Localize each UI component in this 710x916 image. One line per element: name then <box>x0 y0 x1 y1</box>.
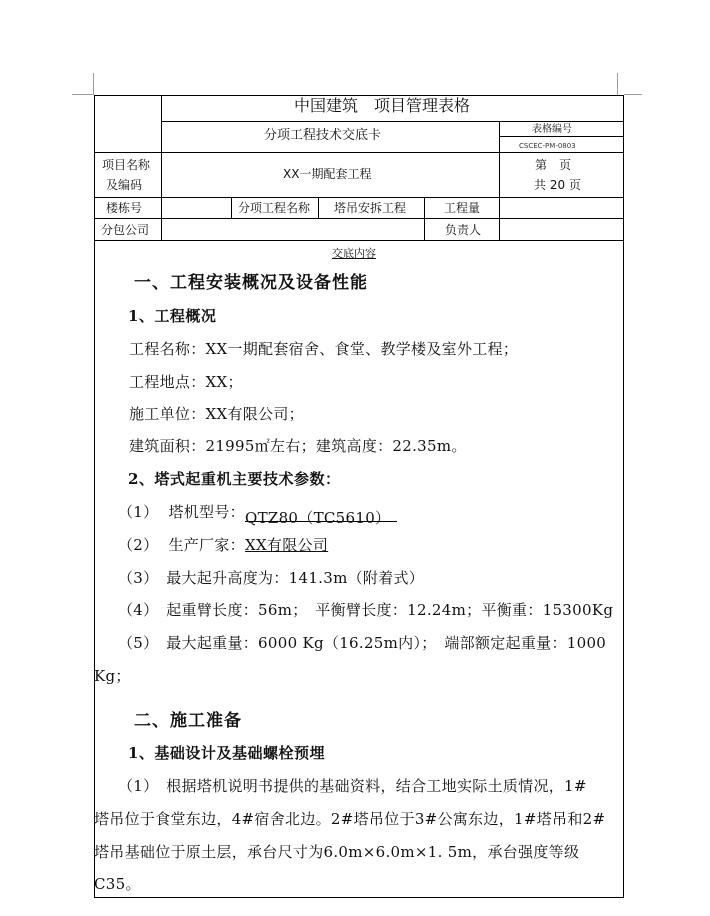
form-number-label: 表格编号 <box>532 124 572 135</box>
param-2 <box>118 534 328 555</box>
crop-mark-left-vertical <box>93 73 94 95</box>
project-name-value: XX一期配套工程 <box>283 167 372 181</box>
body-line: 建筑面积：21995㎡左右；建筑高度：22.35m。 <box>129 437 467 455</box>
page-total: 共 20 页 <box>534 178 581 192</box>
responsible-person-label: 负责人 <box>445 223 482 237</box>
grid-line <box>499 197 500 240</box>
subcontractor-label: 分包公司 <box>101 223 150 237</box>
body-line: 塔吊位于食堂东边，4#宿舍北边。2#塔吊位于3#公寓东边，1#塔吊和2# <box>94 810 606 828</box>
subitem-name-label: 分项工程名称 <box>238 201 311 215</box>
grid-line <box>94 240 624 241</box>
grid-line <box>231 197 232 218</box>
grid-line <box>161 121 624 122</box>
subitem-name-value: 塔吊安拆工程 <box>334 201 407 215</box>
subsection-heading-1: 1、工程概况 <box>128 307 217 325</box>
param-label: 塔机型号： <box>168 503 245 521</box>
param-value: XX有限公司 <box>244 536 329 554</box>
section-heading-2: 二、施工准备 <box>134 711 242 731</box>
body-line: 塔吊基础位于原土层，承台尺寸为6.0m×6.0m×1. 5m，承台强度等级 <box>94 843 580 861</box>
grid-line <box>94 197 624 198</box>
section-heading-1: 一、工程安装概况及设备性能 <box>134 273 368 293</box>
page-number-label: 第 页 <box>535 158 572 172</box>
project-name-label: 项目名称 <box>102 158 151 172</box>
content-label: 交底内容 <box>332 247 376 260</box>
param-4: （4） 起重臂长度：56m； 平衡臂长度：12.24m；平衡重：15300Kg <box>118 601 614 619</box>
grid-line <box>318 197 319 218</box>
body-line: 工程名称：XX一期配套宿舍、食堂、教学楼及室外工程； <box>129 340 519 358</box>
body-line: 工程地点：XX； <box>129 373 243 391</box>
param-number: （2） <box>118 536 159 554</box>
body-line: C35。 <box>94 875 141 893</box>
grid-line <box>94 218 624 219</box>
form-number-value: CSCEC-PM-0803 <box>519 142 576 150</box>
body-line: （1） 根据塔机说明书提供的基础资料，结合工地实际土质情况，1# <box>118 777 587 795</box>
param-value: QTZ80（TC5610） <box>245 507 397 522</box>
crop-mark-left-horizontal <box>72 94 94 95</box>
form-title: 中国建筑 项目管理表格 <box>294 96 471 115</box>
crop-mark-right-vertical <box>617 73 618 95</box>
form-subtitle: 分项工程技术交底卡 <box>264 128 382 143</box>
param-number: （1） <box>118 503 159 521</box>
param-5: （5） 最大起重量：6000 Kg（16.25m内）； 端部额定起重量：1000 <box>118 634 607 652</box>
body-line: 施工单位：XX有限公司； <box>129 405 304 423</box>
grid-line <box>424 197 425 240</box>
param-1 <box>118 501 397 527</box>
param-label: 生产厂家： <box>168 536 245 554</box>
grid-line <box>161 95 162 240</box>
param-5-continued: Kg； <box>94 667 131 685</box>
subsection-heading-2: 2、塔式起重机主要技术参数： <box>128 470 341 488</box>
crop-mark-right-horizontal <box>624 94 642 95</box>
subsection-heading-3: 1、基础设计及基础螺栓预埋 <box>128 744 325 762</box>
building-no-label: 楼栋号 <box>106 201 143 215</box>
grid-line <box>499 121 500 197</box>
quantity-label: 工程量 <box>444 201 481 215</box>
param-3: （3） 最大起升高度为：141.3m（附着式） <box>118 569 425 587</box>
project-code-label: 及编码 <box>106 178 143 192</box>
